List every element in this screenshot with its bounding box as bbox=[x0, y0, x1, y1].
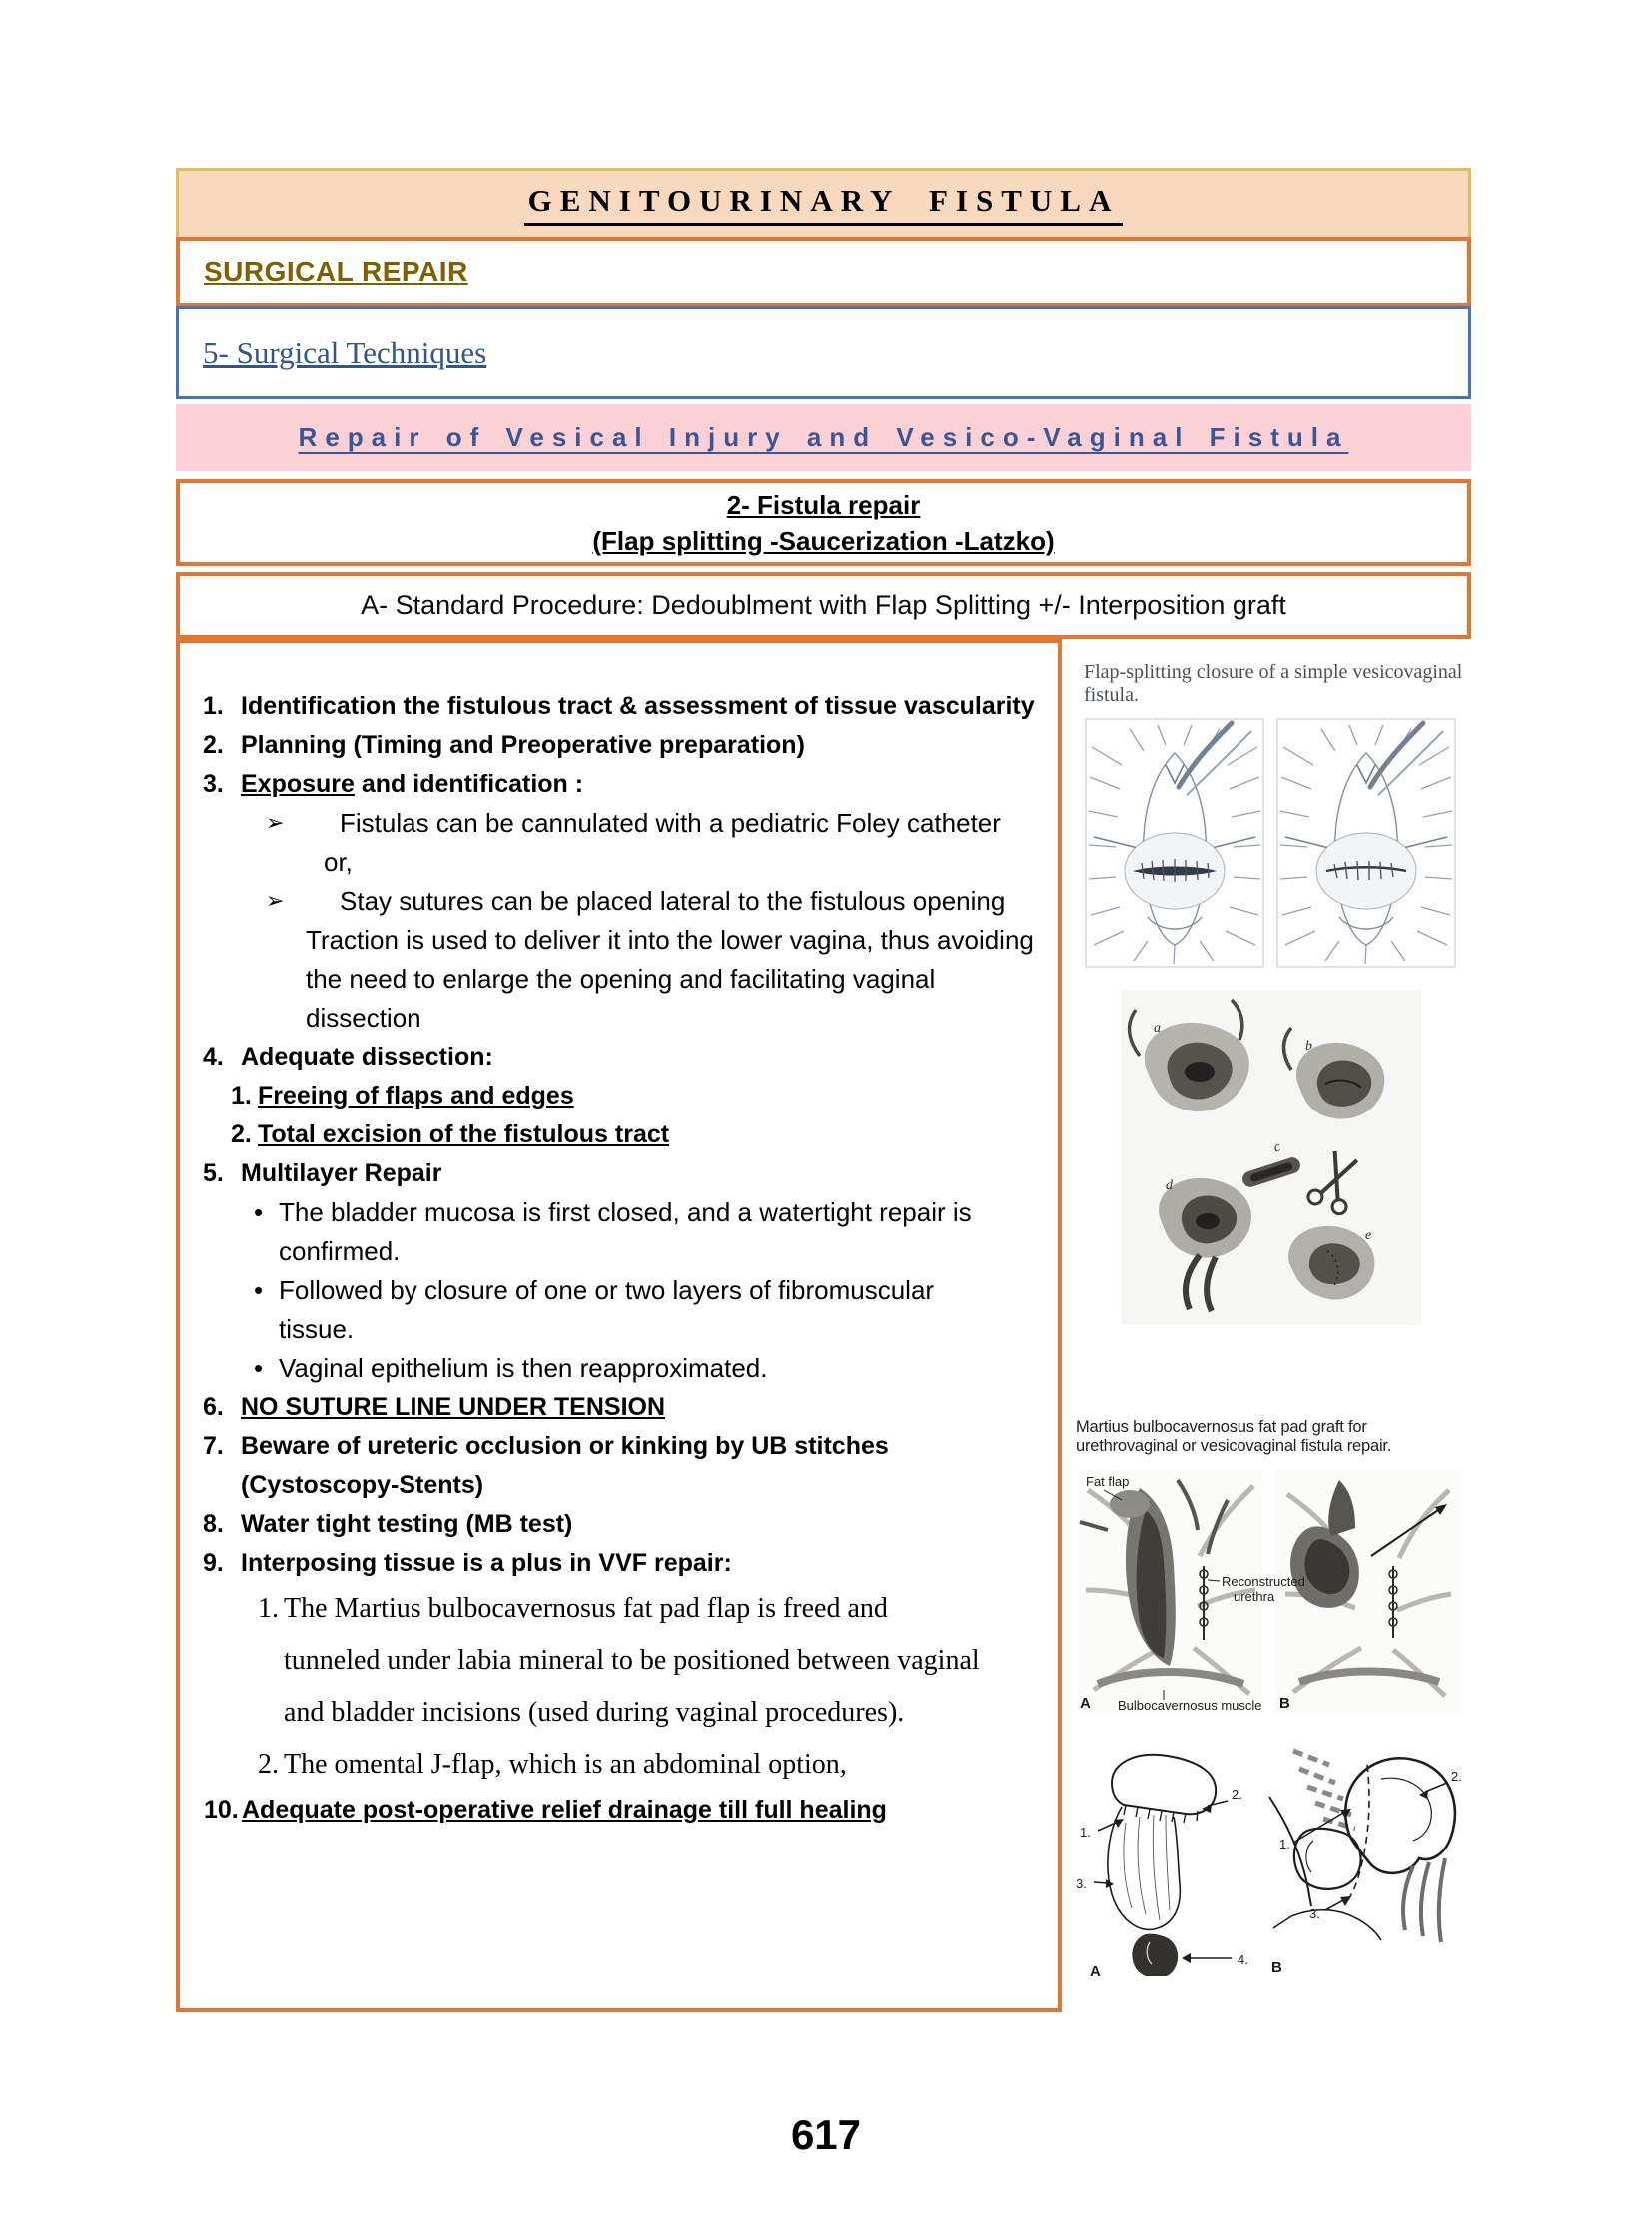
step-number: 8. bbox=[203, 1510, 224, 1538]
figure-4-illustration bbox=[1064, 1739, 1469, 1976]
figure-2-illustration bbox=[1122, 990, 1421, 1325]
annotation-1: 1. bbox=[1279, 1837, 1290, 1851]
sub-item-text: The Martius bulbocavernosus fat pad flap is freed and tunneled under labia mineral to be positioned between vaginal and bladder incisions (used during vaginal procedures). bbox=[284, 1593, 980, 1728]
banner-band bbox=[176, 404, 1471, 471]
annotation-3: 3. bbox=[1076, 1876, 1087, 1891]
step-5 bbox=[180, 1154, 1058, 1193]
page-title: GENITOURINARY FISTULA bbox=[524, 183, 1124, 226]
annotation-2: 2. bbox=[1232, 1787, 1242, 1802]
standard-procedure-heading: A- Standard Procedure: Dedoublment with Flap Splitting +/- Interposition graft bbox=[361, 590, 1286, 620]
dot-bullet-icon: • bbox=[254, 1197, 264, 1227]
title-band bbox=[176, 168, 1471, 237]
figure-4-panel-a bbox=[1076, 1755, 1248, 1976]
step-7 bbox=[180, 1427, 1058, 1505]
step-2 bbox=[180, 726, 1058, 765]
sub-number: 1. bbox=[258, 1593, 279, 1624]
step-number: 9. bbox=[203, 1549, 224, 1577]
step-9 bbox=[180, 1544, 1058, 1583]
surgical-repair-box bbox=[176, 237, 1471, 307]
sub-number: 1. bbox=[231, 1082, 252, 1110]
sub-number: 2. bbox=[258, 1749, 279, 1780]
step-text: Planning (Timing and Preoperative preparation) bbox=[241, 731, 805, 759]
surgical-repair-heading: SURGICAL REPAIR bbox=[204, 256, 468, 287]
step-text-underlined: Exposure bbox=[241, 770, 355, 798]
step-number: 6. bbox=[203, 1393, 224, 1421]
figure-flap-splitting bbox=[1064, 661, 1469, 978]
steps-list bbox=[176, 639, 1062, 2012]
step-3 bbox=[180, 765, 1058, 804]
step-4 bbox=[180, 1038, 1058, 1077]
reconstructed-urethra-label: Reconstructed bbox=[1222, 1574, 1305, 1589]
panel-letter-b: B bbox=[1279, 1695, 1290, 1712]
step-text: Adequate post-operative relief drainage till full healing bbox=[242, 1796, 887, 1824]
step-1 bbox=[180, 687, 1058, 726]
figure-1-illustration bbox=[1064, 715, 1469, 973]
panel-letter-d: d bbox=[1166, 1178, 1173, 1193]
step-number: 5. bbox=[203, 1159, 224, 1187]
figure-1-panel-left bbox=[1086, 719, 1263, 967]
fat-flap-label: Fat flap bbox=[1086, 1474, 1130, 1489]
figure-1-panel-right bbox=[1277, 719, 1455, 967]
step-text: Beware of ureteric occlusion or kinking by UB stitches (Cystoscopy-Stents) bbox=[241, 1432, 889, 1499]
step-text: Adequate dissection: bbox=[241, 1043, 493, 1071]
step-text: Interposing tissue is a plus in VVF repair: bbox=[241, 1549, 732, 1577]
step-text: NO SUTURE LINE UNDER TENSION bbox=[241, 1393, 666, 1421]
fistula-repair-box bbox=[176, 479, 1471, 566]
main-content-row bbox=[176, 639, 1471, 2012]
step-4-sub-1 bbox=[180, 1077, 1058, 1115]
panel-letter-a: A bbox=[1090, 1963, 1101, 1976]
sub-item-text: Freeing of flaps and edges bbox=[258, 1082, 574, 1110]
arrow-bullet-icon: ➢ bbox=[266, 889, 285, 914]
techniques-heading: 5- Surgical Techniques bbox=[203, 335, 487, 370]
figure-omental-jflap bbox=[1064, 1739, 1469, 1981]
step-number: 4. bbox=[203, 1043, 224, 1071]
standard-procedure-box bbox=[176, 572, 1471, 639]
figures-column bbox=[1064, 639, 1469, 1981]
step-text: Water tight testing (MB test) bbox=[241, 1510, 573, 1538]
step-text: Identification the fistulous tract & assessment of tissue vascularity bbox=[241, 692, 1035, 720]
sub-number: 2. bbox=[231, 1120, 252, 1148]
step-5-bullet-3 bbox=[180, 1349, 1058, 1388]
annotation-2: 2. bbox=[1451, 1769, 1462, 1784]
sub-item-text: The omental J-flap, which is an abdominal option, bbox=[284, 1749, 847, 1780]
step-text bbox=[241, 765, 583, 804]
bulbocavernosus-label: Bulbocavernosus muscle bbox=[1118, 1698, 1262, 1713]
sub-item-text: Total excision of the fistulous tract bbox=[258, 1120, 670, 1148]
figure-3-caption: Martius bulbocavernosus fat pad graft for urethrovaginal or vesicovaginal fistula repair. bbox=[1076, 1418, 1392, 1455]
reconstructed-urethra-label-2: urethra bbox=[1234, 1589, 1275, 1604]
banner-heading: Repair of Vesical Injury and Vesico-Vaginal Fistula bbox=[298, 422, 1349, 452]
step-9-sub-2 bbox=[180, 1739, 1058, 1791]
sub-item-text: Stay sutures can be placed lateral to the fistulous opening bbox=[340, 886, 1006, 916]
step-3-sub-b bbox=[180, 882, 1058, 921]
step-3-sub-a bbox=[180, 804, 1058, 882]
step-number: 10. bbox=[204, 1796, 239, 1824]
document-page bbox=[176, 168, 1471, 2012]
page-number: 617 bbox=[790, 2111, 862, 2158]
fistula-repair-title: 2- Fistula repair bbox=[726, 489, 921, 520]
step-number: 2. bbox=[203, 731, 224, 759]
figure-martius-graft bbox=[1064, 1418, 1469, 1731]
figure-1-caption: Flap-splitting closure of a simple vesicovaginal fistula. bbox=[1084, 661, 1463, 706]
annotation-3: 3. bbox=[1309, 1906, 1320, 1921]
bullet-text: Followed by closure of one or two layers of fibromuscular tissue. bbox=[279, 1275, 935, 1344]
step-6 bbox=[180, 1388, 1058, 1427]
figure-4-panel-b bbox=[1269, 1751, 1462, 1976]
fistula-repair-subtitle: (Flap splitting -Saucerization -Latzko) bbox=[592, 525, 1055, 556]
panel-letter-e: e bbox=[1365, 1228, 1372, 1243]
step-5-bullet-2 bbox=[180, 1271, 1058, 1349]
dot-bullet-icon: • bbox=[254, 1275, 264, 1305]
sub-item-text: Fistulas can be cannulated with a pediatric Foley catheter or, bbox=[324, 808, 1001, 877]
step-8 bbox=[180, 1505, 1058, 1544]
annotation-1: 1. bbox=[1080, 1825, 1091, 1840]
techniques-box bbox=[176, 306, 1471, 399]
bullet-text: The bladder mucosa is first closed, and a watertight repair is confirmed. bbox=[279, 1197, 972, 1266]
step-10 bbox=[180, 1791, 1058, 1830]
figure-3-panel-b bbox=[1275, 1470, 1461, 1714]
step-text: Multilayer Repair bbox=[241, 1159, 442, 1187]
panel-letter-c: c bbox=[1271, 1139, 1283, 1156]
step-9-sub-1 bbox=[180, 1583, 1058, 1739]
panel-letter-a: A bbox=[1080, 1695, 1091, 1712]
step-number: 3. bbox=[203, 770, 224, 798]
step-number: 1. bbox=[203, 692, 224, 720]
arrow-bullet-icon: ➢ bbox=[266, 811, 285, 836]
step-text-rest: and identification : bbox=[354, 770, 584, 798]
figure-3-illustration bbox=[1064, 1464, 1469, 1726]
step-4-sub-2 bbox=[180, 1115, 1058, 1154]
panel-letter-b: b bbox=[1305, 1039, 1312, 1054]
bullet-text: Vaginal epithelium is then reapproximated. bbox=[279, 1353, 768, 1383]
step-5-bullet-1 bbox=[180, 1193, 1058, 1271]
step-number: 7. bbox=[203, 1432, 224, 1460]
step-3-continuation: Traction is used to deliver it into the lower vagina, thus avoiding the need to enlarge the opening and facilitating vaginal dissection bbox=[306, 925, 1034, 1033]
annotation-4: 4. bbox=[1238, 1952, 1248, 1967]
figure-dissection-steps bbox=[1122, 990, 1469, 1330]
dot-bullet-icon: • bbox=[254, 1353, 264, 1383]
panel-letter-a: a bbox=[1154, 1021, 1161, 1036]
panel-letter-b: B bbox=[1271, 1959, 1282, 1976]
